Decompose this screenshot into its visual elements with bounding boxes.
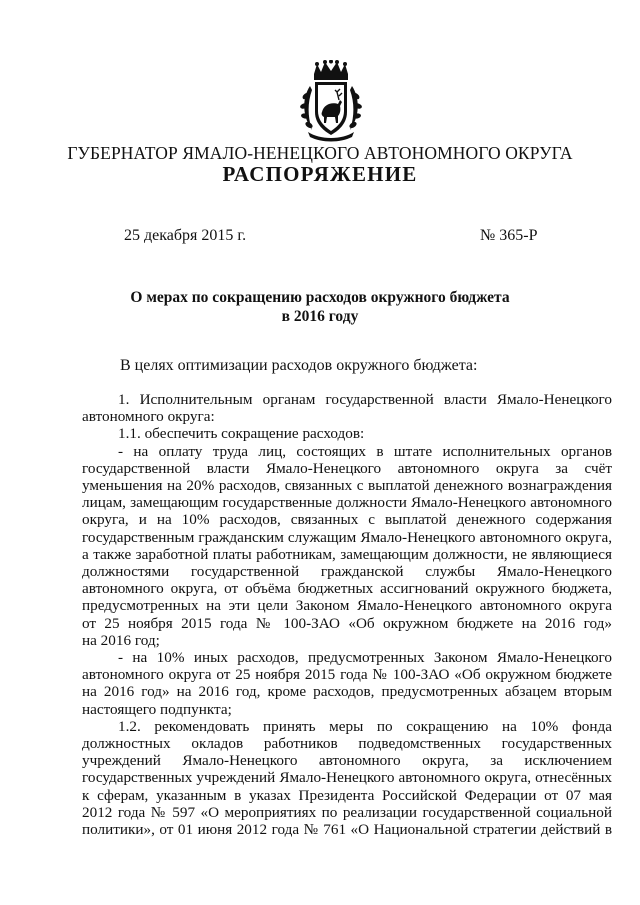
body-text-line: учреждений Ямало-Ненецкого автономного округа, за исключением bbox=[82, 752, 612, 770]
body-text-line: лицам, замещающим государственные должности Ямало-Ненецкого автономного bbox=[82, 494, 612, 512]
body-text-line: - на 10% иных расходов, предусмотренных Законом Ямало-Ненецкого bbox=[118, 649, 612, 667]
body-text-line: 1.2. рекомендовать принять меры по сокращению на 10% фонда bbox=[118, 717, 612, 735]
document-title-line-2: в 2016 году bbox=[281, 308, 359, 325]
document-number: № 365-Р bbox=[480, 227, 538, 244]
body-text-line: к сферам, указанным в указах Президента Российской Федерации от 07 мая bbox=[82, 786, 612, 804]
body-text-line: политики», от 01 июня 2012 года № 761 «О Национальной стратегии действий в bbox=[82, 821, 612, 839]
body-text-line: автономного округа: bbox=[82, 408, 215, 426]
body-text-line: государственным гражданским служащим Ямало-Ненецкого автономного округа, bbox=[82, 528, 612, 546]
body-text-line: автономного округа, от объёма бюджетных ассигнований окружного бюджета, bbox=[82, 580, 612, 598]
body-text-line: 2012 года № 597 «О мероприятиях по реализации государственной социальной bbox=[82, 803, 612, 821]
body-text-line: настоящего подпункта; bbox=[82, 700, 232, 718]
body-text-line: на 2016 год; bbox=[82, 631, 160, 649]
body-text-line: предусмотренных на эти цели Законом Ямало-Ненецкого автономного округа bbox=[82, 597, 612, 615]
document-title-line-1: О мерах по сокращению расходов окружного бюджета bbox=[130, 289, 510, 306]
body-text-line: автономного округа от 25 ноября 2015 года № 100-ЗАО «Об окружном бюджете bbox=[82, 666, 612, 684]
intro-paragraph: В целях оптимизации расходов окружного бюджета: bbox=[120, 357, 478, 374]
coat-of-arms-icon bbox=[300, 60, 362, 144]
body-text-line: 1.1. обеспечить сокращение расходов: bbox=[118, 425, 365, 443]
body-text-line: от 25 ноября 2015 года № 100-ЗАО «Об окружном бюджете на 2016 год» bbox=[82, 614, 612, 632]
body-text-line: - на оплату труда лиц, состоящих в штате исполнительных органов bbox=[118, 442, 612, 460]
body-text-line: а также заработной платы работникам, замещающим должности, не являющиеся bbox=[82, 545, 612, 563]
issuing-authority: ГУБЕРНАТОР ЯМАЛО-НЕНЕЦКОГО АВТОНОМНОГО ОКРУГА bbox=[67, 143, 573, 163]
body-text-line: округа, и на 10% расходов, связанных с выплатой денежного содержания bbox=[82, 511, 612, 529]
body-text-line: государственных учреждений Ямало-Ненецкого автономного округа, отнесённых bbox=[82, 769, 612, 787]
body-text-line: 1. Исполнительным органам государственной власти Ямало-Ненецкого bbox=[118, 391, 612, 408]
body-text-line: должностями государственной гражданской службы Ямало-Ненецкого bbox=[82, 563, 612, 581]
document-type: РАСПОРЯЖЕНИЕ bbox=[222, 162, 418, 186]
body-text-line: должностных окладов работников подведомственных государственных bbox=[82, 735, 612, 753]
body-text-line: на 2016 год» на 2016 год, кроме расходов, предусмотренных абзацем вторым bbox=[82, 683, 612, 701]
body-text-line: государственной власти Ямало-Ненецкого автономного округа за счёт bbox=[82, 459, 612, 477]
body-text-line: уменьшения на 20% расходов, связанных с выплатой денежного вознаграждения bbox=[82, 477, 612, 495]
document-date: 25 декабря 2015 г. bbox=[124, 227, 247, 244]
document-body bbox=[82, 391, 612, 838]
